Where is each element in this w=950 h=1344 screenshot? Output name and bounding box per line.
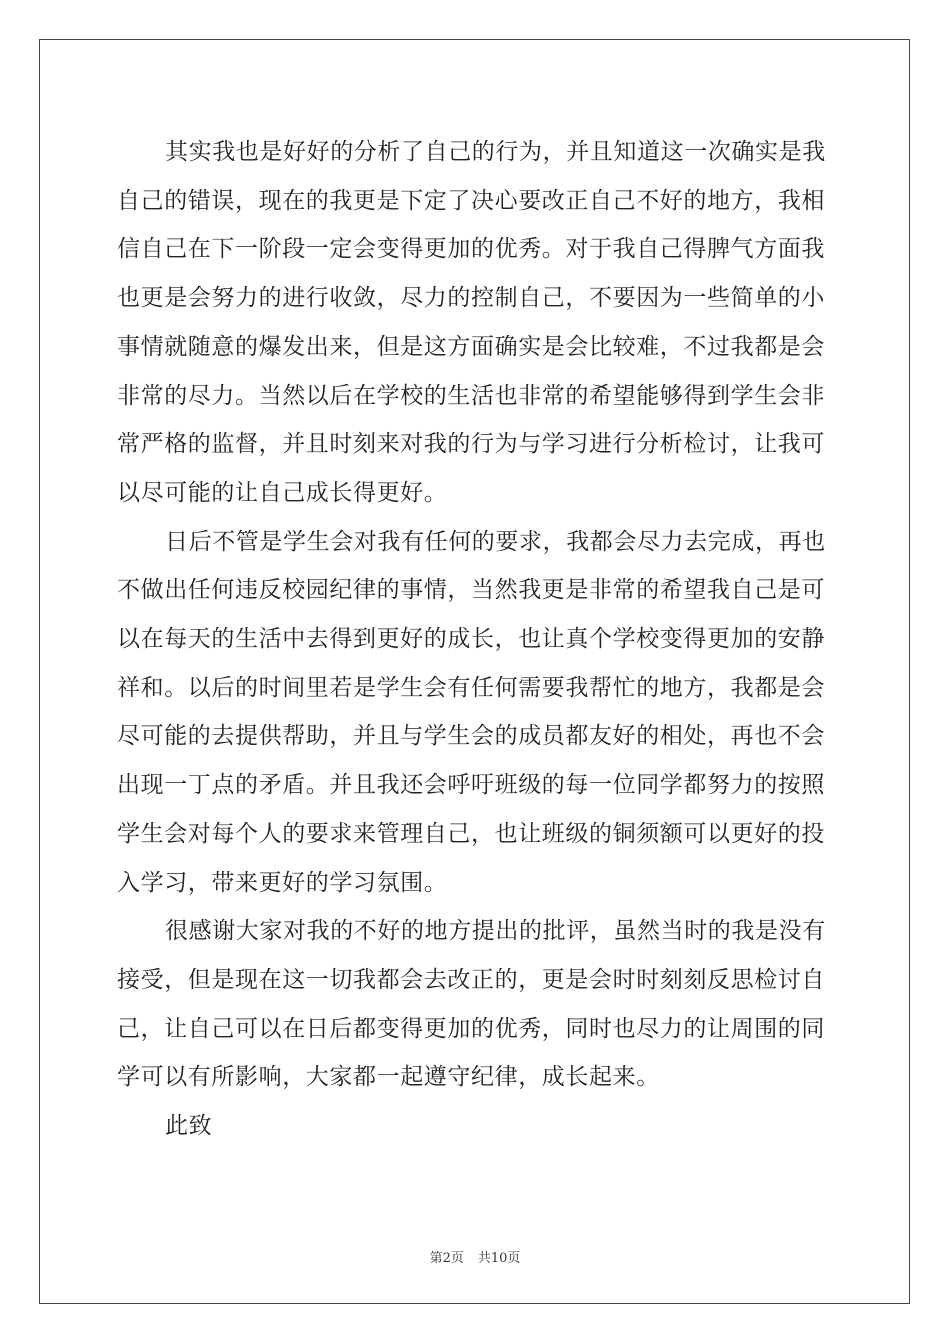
paragraph-3-line-2: 接受，但是现在这一切我都会去改正的，更是会时时刻刻反思检讨自 <box>117 966 825 993</box>
paragraph-1-line-2: 自己的错误，现在的我更是下定了决心要改正自己不好的地方，我相 <box>117 187 825 214</box>
paragraph-1-line-7: 常严格的监督，并且时刻来对我的行为与学习进行分析检讨，让我可 <box>117 431 825 458</box>
paragraph-1-line-4: 也更是会努力的进行收敛，尽力的控制自己，不要因为一些简单的小 <box>117 285 825 312</box>
paragraph-2-line-2: 不做出任何违反校园纪律的事情，当然我更是非常的希望我自己是可 <box>117 577 825 604</box>
paragraph-2-line-8: 入学习，带来更好的学习氛围。 <box>117 869 448 896</box>
paragraph-1-line-8: 以尽可能的让自己成长得更好。 <box>117 479 448 506</box>
closing-salutation: 此致 <box>165 1113 213 1140</box>
paragraph-1-line-1: 其实我也是好好的分析了自己的行为，并且知道这一次确实是我 <box>165 139 826 165</box>
document-body <box>117 128 837 1151</box>
paragraph-2-line-4: 祥和。以后的时间里若是学生会有任何需要我帮忙的地方，我都是会 <box>117 674 825 701</box>
paragraph-3-line-4: 学可以有所影响，大家都一起遵守纪律，成长起来。 <box>117 1064 660 1091</box>
paragraph-1-line-6: 非常的尽力。当然以后在学校的生活也非常的希望能够得到学生会非 <box>117 382 825 409</box>
page-total: 共10页 <box>477 1251 521 1266</box>
paragraph-2-line-7: 学生会对每个人的要求来管理自己，也让班级的铜须额可以更好的投 <box>117 820 825 847</box>
page-footer <box>0 1247 950 1266</box>
paragraph-2-line-5: 尽可能的去提供帮助，并且与学生会的成员都友好的相处，再也不会 <box>117 723 825 750</box>
paragraph-3-line-1: 很感谢大家对我的不好的地方提出的批评，虽然当时的我是没有 <box>165 918 826 945</box>
paragraph-2-line-6: 出现一丁点的矛盾。并且我还会呼吁班级的每一位同学都努力的按照 <box>117 772 825 799</box>
paragraph-1-line-5: 事情就随意的爆发出来，但是这方面确实是会比较难，不过我都是会 <box>117 333 825 360</box>
paragraph-2-line-1: 日后不管是学生会对我有任何的要求，我都会尽力去完成，再也 <box>165 528 826 555</box>
paragraph-3-line-3: 己，让自己可以在日后都变得更加的优秀，同时也尽力的让周围的同 <box>117 1015 825 1042</box>
paragraph-1-line-3: 信自己在下一阶段一定会变得更加的优秀。对于我自己得脾气方面我 <box>117 236 825 263</box>
page-number: 第2页 <box>429 1251 464 1266</box>
paragraph-2-line-3: 以在每天的生活中去得到更好的成长，也让真个学校变得更加的安静 <box>117 626 825 653</box>
